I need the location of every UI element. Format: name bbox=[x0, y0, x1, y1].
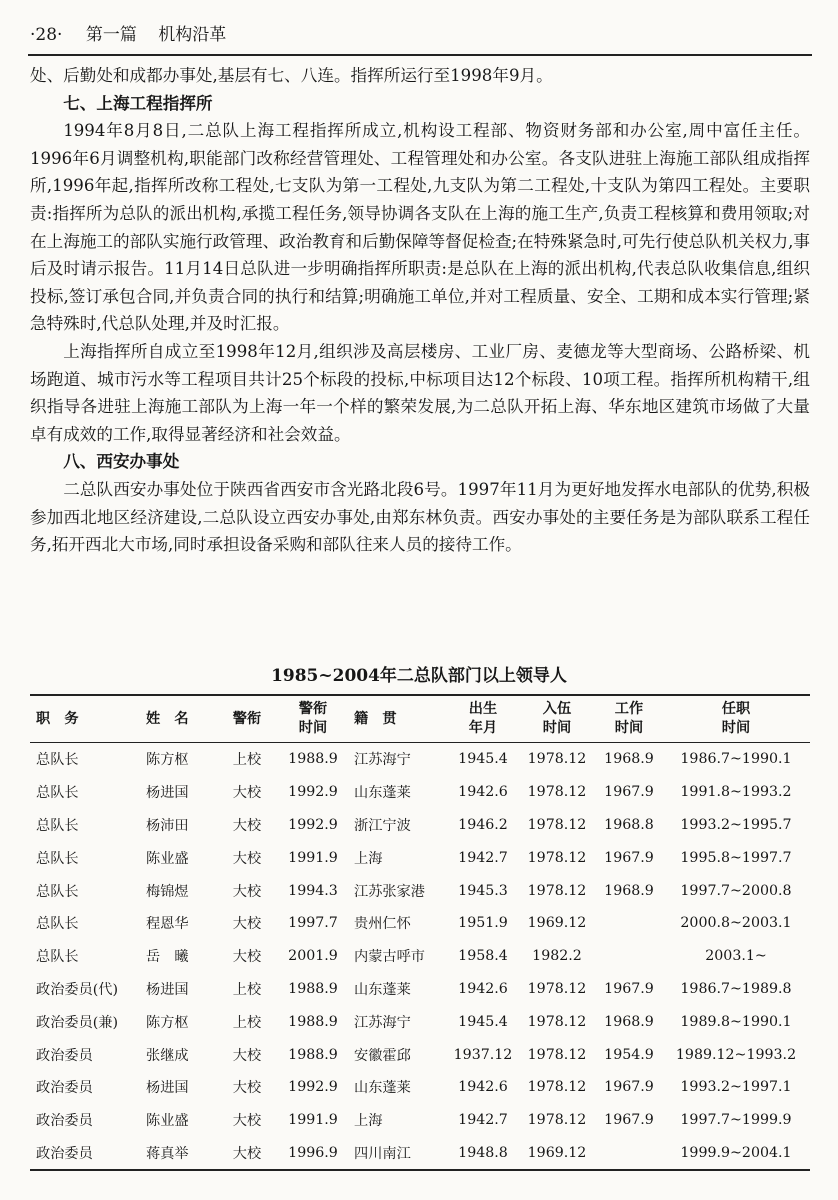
cell-origin: 江苏海宁 bbox=[354, 1014, 411, 1031]
cell-name: 陈方枢 bbox=[146, 752, 189, 769]
cell-enlist: 1978.12 bbox=[527, 882, 587, 899]
header-name: 姓 名 bbox=[140, 695, 216, 743]
cell-rank-time: 1988.9 bbox=[288, 1046, 338, 1063]
cell-term: 1999.9~2004.1 bbox=[662, 1137, 810, 1171]
cell-name: 陈业盛 bbox=[146, 850, 189, 867]
cell-origin: 浙江宁波 bbox=[354, 817, 411, 834]
cell-name: 张继成 bbox=[146, 1047, 189, 1064]
cell-work: 1954.9 bbox=[604, 1046, 654, 1063]
cell-name: 程恩华 bbox=[146, 916, 189, 933]
cell-name: 杨进国 bbox=[146, 981, 189, 998]
cell-birth: 1945.3 bbox=[458, 882, 508, 899]
cell-position: 政治委员 bbox=[36, 1080, 93, 1097]
header-term: 任职 时间 bbox=[662, 695, 810, 743]
cell-rank-time: 1997.7 bbox=[288, 915, 338, 932]
header-rule bbox=[28, 54, 812, 56]
cell-name: 陈方枢 bbox=[146, 1014, 189, 1031]
cell-position: 政治委员(兼) bbox=[36, 1014, 119, 1031]
cell-position: 总队长 bbox=[36, 883, 79, 900]
header-rank: 警衔 bbox=[216, 695, 278, 743]
table-row bbox=[30, 809, 810, 842]
cell-rank: 大校 bbox=[232, 883, 262, 900]
running-header bbox=[30, 18, 810, 52]
cell-enlist: 1978.12 bbox=[527, 751, 587, 768]
cell-rank-time: 1988.9 bbox=[288, 980, 338, 997]
cell-origin: 山东蓬莱 bbox=[354, 1080, 411, 1097]
paragraph-shanghai-1: 1994年8月8日,二总队上海工程指挥所成立,机构设工程部、物资财务部和办公室,周中富任主任。1996年6月调整机构,职能部门改称经营管理处、工程管理处和办公室。各支队进驻上海施工部队组成指挥所,1996年起,指挥所改称工程处,七支队为第一工程处,九支队为第二工程处,十支队为第四工程处。主要职责:指挥所为总队的派出机构,承揽工程任务,领导协调各支队在上海的施工生产,负责工程核算和费用领取;对在上海施工的部队实施行政管理、政治教育和后勤保障等督促检查;在特殊紧急时,可先行使总队机关权力,事后及时请示报告。11月14日总队进一步明确指挥所职责:是总队在上海的派出机构,代表总队收集信息,组织投标,签订承包合同,并负责合同的执行和结算;明确施工单位,并对工程质量、安全、工期和成本实行管理;紧急特殊时,代总队处理,并及时汇报。 bbox=[30, 121, 810, 334]
cell-birth: 1942.6 bbox=[458, 1079, 508, 1096]
cell-birth: 1958.4 bbox=[458, 948, 508, 965]
cell-position: 政治委员(代) bbox=[36, 981, 119, 998]
cell-origin: 上海 bbox=[354, 1113, 383, 1130]
cell-work: 1967.9 bbox=[604, 1079, 654, 1096]
cell-rank-time: 1992.9 bbox=[288, 816, 338, 833]
cell-origin: 四川南江 bbox=[348, 1137, 448, 1171]
cell-rank-time: 2001.9 bbox=[288, 948, 338, 965]
cell-rank: 大校 bbox=[232, 949, 262, 966]
cell-term: 1997.7~2000.8 bbox=[680, 882, 792, 899]
cell-rank-time: 1988.9 bbox=[288, 1013, 338, 1030]
table-row bbox=[30, 1137, 810, 1171]
cell-work bbox=[596, 907, 662, 940]
table-row bbox=[30, 1038, 810, 1071]
cell-work bbox=[596, 940, 662, 973]
cell-enlist: 1978.12 bbox=[527, 784, 587, 801]
header-enlist: 入伍 时间 bbox=[518, 695, 596, 743]
cell-origin: 山东蓬莱 bbox=[354, 981, 411, 998]
paragraph-continued: 处、后勤处和成都办事处,基层有七、八连。指挥所运行至1998年9月。 bbox=[30, 66, 553, 85]
cell-name: 杨进国 bbox=[146, 1080, 189, 1097]
cell-birth: 1942.7 bbox=[458, 1112, 508, 1129]
cell-position: 政治委员 bbox=[36, 1113, 93, 1130]
part-title: 第一篇 bbox=[85, 25, 137, 45]
cell-work bbox=[596, 1137, 662, 1171]
header-birth: 出生 年月 bbox=[448, 695, 518, 743]
leaders-table-container bbox=[30, 694, 810, 1171]
cell-name: 蒋真举 bbox=[140, 1137, 216, 1171]
cell-position: 总队长 bbox=[36, 785, 79, 802]
header-origin: 籍 贯 bbox=[348, 695, 448, 743]
cell-term: 1995.8~1997.7 bbox=[680, 849, 792, 866]
cell-position: 总队长 bbox=[36, 949, 79, 966]
cell-enlist: 1969.12 bbox=[527, 915, 587, 932]
section-heading-xian: 八、西安办事处 bbox=[63, 451, 180, 472]
table-row bbox=[30, 940, 810, 973]
cell-birth: 1945.4 bbox=[458, 1013, 508, 1030]
cell-rank: 大校 bbox=[232, 1113, 262, 1130]
cell-origin: 贵州仁怀 bbox=[354, 916, 411, 933]
cell-rank-time: 1992.9 bbox=[288, 784, 338, 801]
cell-birth: 1951.9 bbox=[458, 915, 508, 932]
cell-birth: 1945.4 bbox=[458, 751, 508, 768]
cell-rank-time: 1996.9 bbox=[278, 1137, 348, 1171]
cell-rank: 上校 bbox=[232, 981, 262, 998]
cell-origin: 安徽霍邱 bbox=[354, 1047, 411, 1064]
section-heading-shanghai: 七、上海工程指挥所 bbox=[63, 92, 213, 113]
cell-term: 1986.7~1989.8 bbox=[680, 980, 792, 997]
cell-term: 1989.12~1993.2 bbox=[675, 1046, 797, 1063]
cell-work: 1968.8 bbox=[604, 816, 654, 833]
cell-enlist: 1978.12 bbox=[527, 1112, 587, 1129]
cell-birth: 1946.2 bbox=[458, 816, 508, 833]
cell-birth: 1942.7 bbox=[458, 849, 508, 866]
cell-name: 杨沛田 bbox=[146, 817, 189, 834]
table-row bbox=[30, 1104, 810, 1137]
cell-name: 梅锦煜 bbox=[146, 883, 189, 900]
cell-origin: 山东蓬莱 bbox=[354, 785, 411, 802]
cell-rank-time: 1988.9 bbox=[288, 751, 338, 768]
cell-rank: 大校 bbox=[232, 1047, 262, 1064]
table-row bbox=[30, 973, 810, 1006]
table-header-row bbox=[30, 695, 810, 743]
table-row bbox=[30, 1071, 810, 1104]
cell-position: 总队长 bbox=[36, 817, 79, 834]
cell-rank-time: 1991.9 bbox=[288, 1112, 338, 1129]
cell-rank: 上校 bbox=[232, 1014, 262, 1031]
cell-work: 1967.9 bbox=[604, 849, 654, 866]
cell-term: 1997.7~1999.9 bbox=[680, 1112, 792, 1129]
chapter-title: 机构沿革 bbox=[158, 25, 227, 45]
cell-term: 1991.8~1993.2 bbox=[680, 784, 792, 801]
cell-birth: 1948.8 bbox=[448, 1137, 518, 1171]
cell-rank: 大校 bbox=[232, 817, 262, 834]
cell-rank: 大校 bbox=[232, 916, 262, 933]
cell-birth: 1942.6 bbox=[458, 980, 508, 997]
table-row bbox=[30, 841, 810, 874]
header-position: 职 务 bbox=[30, 695, 140, 743]
page-number: ·28· bbox=[30, 25, 63, 45]
cell-rank-time: 1991.9 bbox=[288, 849, 338, 866]
cell-enlist: 1978.12 bbox=[527, 816, 587, 833]
leaders-table bbox=[30, 694, 810, 1171]
cell-work: 1967.9 bbox=[604, 784, 654, 801]
cell-name: 岳 曦 bbox=[146, 949, 189, 966]
cell-birth: 1942.6 bbox=[458, 784, 508, 801]
cell-birth: 1937.12 bbox=[453, 1046, 513, 1063]
cell-work: 1967.9 bbox=[604, 980, 654, 997]
cell-enlist: 1969.12 bbox=[518, 1137, 596, 1171]
table-row bbox=[30, 874, 810, 907]
cell-origin: 上海 bbox=[354, 850, 383, 867]
cell-rank-time: 1992.9 bbox=[288, 1079, 338, 1096]
cell-position: 总队长 bbox=[36, 916, 79, 933]
table-row bbox=[30, 907, 810, 940]
cell-enlist: 1978.12 bbox=[527, 1079, 587, 1096]
cell-enlist: 1978.12 bbox=[527, 980, 587, 997]
table-title: 1985~2004年二总队部门以上领导人 bbox=[271, 666, 567, 686]
header-work: 工作 时间 bbox=[596, 695, 662, 743]
table-row bbox=[30, 1005, 810, 1038]
cell-rank: 大校 bbox=[232, 785, 262, 802]
cell-term: 1993.2~1997.1 bbox=[680, 1079, 792, 1096]
cell-position: 政治委员 bbox=[36, 1047, 93, 1064]
cell-enlist: 1978.12 bbox=[527, 849, 587, 866]
cell-name: 杨进国 bbox=[146, 785, 189, 802]
table-row bbox=[30, 743, 810, 776]
cell-term: 1989.8~1990.1 bbox=[680, 1013, 792, 1030]
cell-work: 1967.9 bbox=[604, 1112, 654, 1129]
cell-work: 1968.9 bbox=[604, 1013, 654, 1030]
cell-work: 1968.9 bbox=[604, 751, 654, 768]
cell-position: 总队长 bbox=[36, 850, 79, 867]
cell-enlist: 1982.2 bbox=[532, 948, 582, 965]
cell-origin: 内蒙古呼市 bbox=[354, 949, 425, 966]
cell-rank: 上校 bbox=[232, 752, 262, 769]
cell-rank: 大校 bbox=[232, 850, 262, 867]
cell-term: 1986.7~1990.1 bbox=[680, 751, 792, 768]
body-text bbox=[30, 62, 810, 559]
cell-rank: 大校 bbox=[232, 1080, 262, 1097]
header-rank-time: 警衔 时间 bbox=[278, 695, 348, 743]
cell-term: 2000.8~2003.1 bbox=[680, 915, 792, 932]
table-row bbox=[30, 776, 810, 809]
cell-position: 总队长 bbox=[36, 752, 79, 769]
cell-rank-time: 1994.3 bbox=[288, 882, 338, 899]
cell-enlist: 1978.12 bbox=[527, 1046, 587, 1063]
paragraph-xian: 二总队西安办事处位于陕西省西安市含光路北段6号。1997年11月为更好地发挥水电部队的优势,积极参加西北地区经济建设,二总队设立西安办事处,由郑东林负责。西安办事处的主要任务是为部队联系工程任务,拓开西北大市场,同时承担设备采购和部队往来人员的接待工作。 bbox=[30, 479, 810, 555]
paragraph-shanghai-2: 上海指挥所自成立至1998年12月,组织涉及高层楼房、工业厂房、麦德龙等大型商场、公路桥梁、机场跑道、城市污水等工程项目共计25个标段的投标,中标项目达12个标段、10项工程。指挥所机构精干,组织指导各进驻上海施工部队为上海一年一个样的繁荣发展,为二总队开拓上海、华东地区建筑市场做了大量卓有成效的工作,取得显著经济和社会效益。 bbox=[30, 341, 810, 444]
cell-name: 陈业盛 bbox=[146, 1113, 189, 1130]
table-body bbox=[30, 743, 810, 1171]
cell-enlist: 1978.12 bbox=[527, 1013, 587, 1030]
cell-term: 2003.1~ bbox=[705, 948, 767, 965]
cell-term: 1993.2~1995.7 bbox=[680, 816, 792, 833]
cell-rank: 大校 bbox=[216, 1137, 278, 1171]
cell-work: 1968.9 bbox=[604, 882, 654, 899]
cell-origin: 江苏张家港 bbox=[354, 883, 425, 900]
cell-origin: 江苏海宁 bbox=[354, 752, 411, 769]
cell-position: 政治委员 bbox=[30, 1137, 140, 1171]
